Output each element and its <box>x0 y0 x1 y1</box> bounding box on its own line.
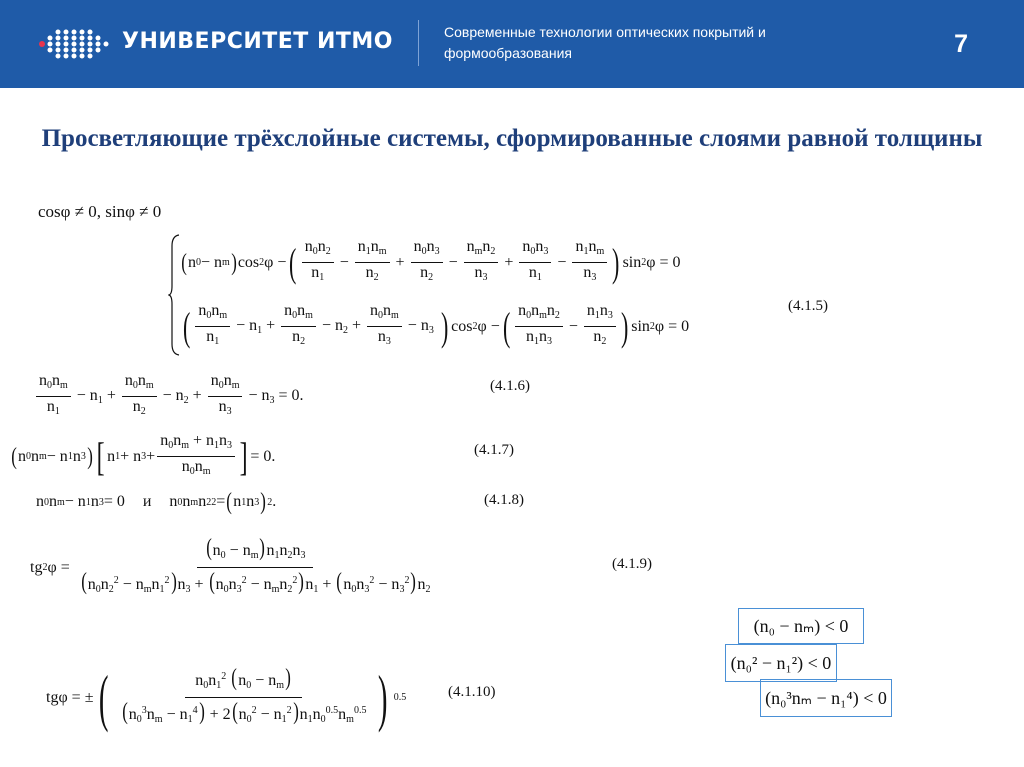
equation-number-4-1-10: (4.1.10) <box>448 684 496 700</box>
header-bar <box>0 0 1024 88</box>
inequality-box-3: (n₀³nₘ − n₁⁴) < 0 <box>760 679 892 717</box>
equation-4-1-8: n 0 n m − n 1 n 3 = 0 и n 0 n m n 2 2 = ( n 1 n 3 ) 2 . <box>36 489 277 515</box>
equation-4-1-7: ( n 0 n m − n 1 n 3 ) [ n 1 + n 3 + $\frac{n_0n_m + n_1n_3}{n_0n_m}$ ] = 0. <box>11 432 276 479</box>
equation-number-4-1-7: (4.1.7) <box>474 442 514 458</box>
equation-number-4-1-8: (4.1.8) <box>484 492 524 508</box>
page-number: 7 <box>954 30 968 58</box>
system-brace <box>168 234 180 356</box>
inequality-box-1: (n₀ − nₘ) < 0 <box>738 608 864 644</box>
brand-name: УНИВЕРСИТЕТ ИТМО <box>122 29 393 54</box>
slide-title: Просветляющие трёхслойные системы, сформированные слоями равной толщины <box>41 125 983 152</box>
equation-4-1-6: $\frac{n_0n_m}{n_1}$ − $n_1$ + $\frac{n_0n_m}{n_2}$ − $n_2$ + $\frac{n_0n_m}{n_3}$ − $n_3 = 0$. <box>34 372 308 421</box>
equation-number-4-1-6: (4.1.6) <box>490 378 530 394</box>
equation-4-1-10: tgφ = ± ( $\frac{n_0n_1^2 (n_0 - n_m)}{(n_0^3n_m - n_1^4) + 2(n_0^2 - n_1^2)n_1n_0^{0.5}n_m^{0.5}}$ ) 0.5 <box>46 661 407 733</box>
course-subtitle: Современные технологии оптических покрытий и формообразования <box>444 24 766 61</box>
condition-formula: cosφ ≠ 0, sinφ ≠ 0 <box>38 202 162 221</box>
equation-number-4-1-9: (4.1.9) <box>612 556 652 572</box>
itmo-logo-icon <box>32 24 112 64</box>
and-word: и <box>142 493 152 510</box>
header-divider <box>418 20 419 66</box>
equation-number-4-1-5: (4.1.5) <box>788 298 828 314</box>
equation-4-1-9: tg 2 φ = $\frac{(n_0 - n_m)n_1n_2n_3}{(n_0n_2^2 - n_mn_1^2)n_3 + (n_0n_3^2 - n_mn_2^2)n_1 + (n_0n_3^2 - n_3^2)n_2}$ <box>30 535 431 595</box>
equation-4-1-5-line2: ( $\frac{n_0n_m}{n_1}$ − $n_1$ + $\frac{n_0n_m}{n_2}$ − $n_2$ + $\frac{n_0n_m}{n_3}$ − $n_3$ ) cos 2 φ − ( $\frac{n_0n_mn_2}{n_1n_3}$ − $\frac{n_1n_3}{n_2}$ ) sin 2 φ = 0 <box>182 302 690 349</box>
inequality-box-2: (n₀² − n₁²) < 0 <box>725 644 837 682</box>
equation-4-1-5-line1: ( n 0 − n m ) cos 2 φ − ( $\frac{n_0n_2}{n_1}$ − $\frac{n_1n_m}{n_2}$ + $\frac{n_0n_3}{n_2}$ − $\frac{n_mn_2}{n_3}$ + $\frac{n_0n_3}{n_1}$ − $\frac{n_1n_m}{n_3}$ ) sin 2 φ = 0 <box>181 238 681 285</box>
